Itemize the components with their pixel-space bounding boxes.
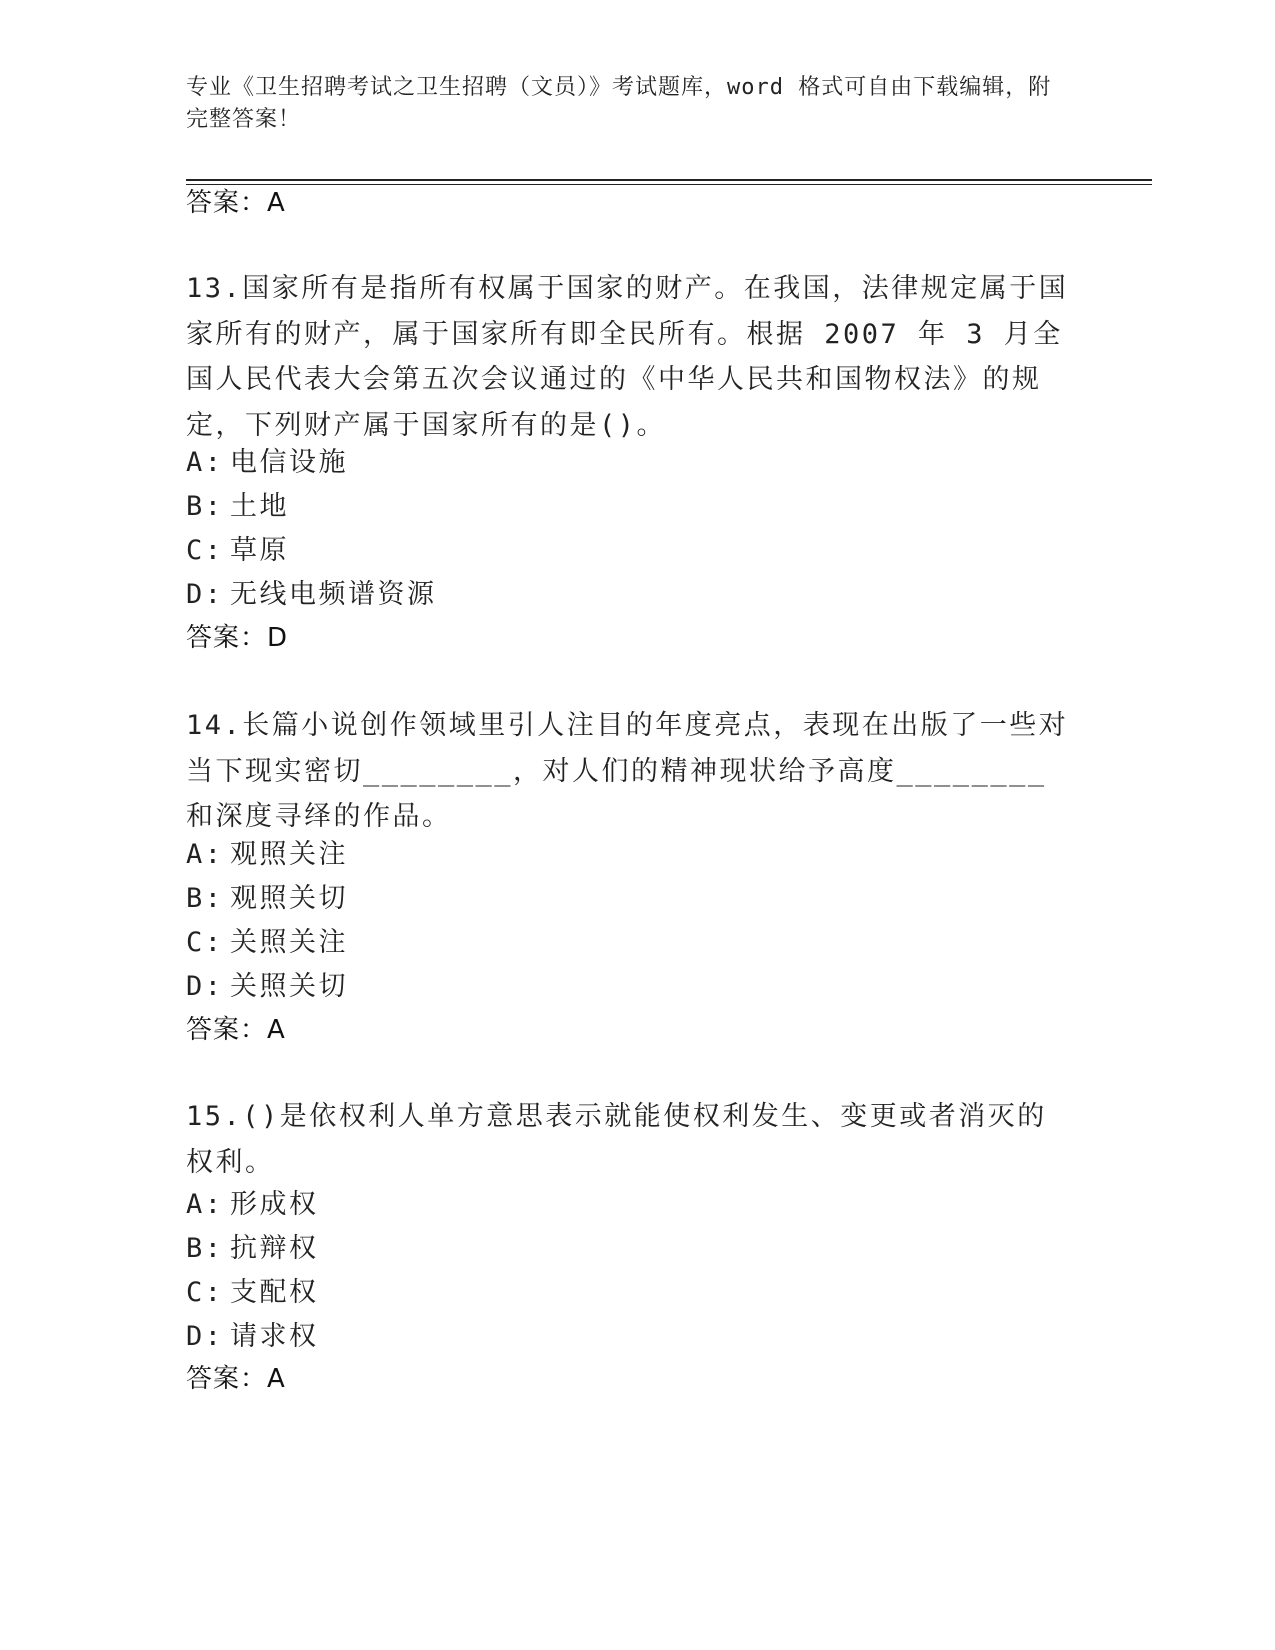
question-14-stem: 14.长篇小说创作领域里引人注目的年度亮点，表现在出版了一些对当下现实密切________，对人们的精神现状给予高度________和深度寻绎的作品。: [186, 710, 1069, 832]
option-text: 观照关注: [230, 839, 348, 870]
option-key: B:: [186, 491, 224, 522]
question-14-option-b: [186, 879, 348, 919]
question-15-stem: 15.()是依权利人单方意思表示就能使权利发生、变更或者消灭的权利。: [186, 1101, 1047, 1178]
option-key: A:: [186, 1189, 224, 1220]
option-key: C:: [186, 1277, 224, 1308]
option-key: C:: [186, 927, 224, 958]
option-key: A:: [186, 839, 224, 870]
option-key: C:: [186, 535, 224, 566]
option-text: 土地: [230, 491, 289, 522]
question-15-answer: 答案：A: [186, 1364, 286, 1394]
question-13-answer: 答案：D: [186, 623, 289, 653]
header-divider: [186, 179, 1152, 181]
option-text: 请求权: [230, 1321, 319, 1352]
option-text: 形成权: [230, 1189, 319, 1220]
question-14-answer: 答案：A: [186, 1015, 286, 1045]
option-text: 关照关切: [230, 971, 348, 1002]
question-13-option-c: [186, 531, 289, 571]
question-14-option-d: [186, 967, 348, 1007]
header-divider-thin: [186, 184, 1152, 185]
option-key: D:: [186, 579, 224, 610]
question-15-option-b: [186, 1229, 319, 1269]
page-header: 专业《卫生招聘考试之卫生招聘（文员）》考试题库，word 格式可自由下载编辑，附完整答案！: [186, 75, 1052, 132]
question-15-option-a: [186, 1185, 319, 1225]
answer-previous: 答案：A: [186, 188, 286, 218]
question-13-option-a: [186, 443, 348, 483]
option-key: B:: [186, 1233, 224, 1264]
option-key: A:: [186, 447, 224, 478]
option-text: 观照关切: [230, 883, 348, 914]
question-13-stem: 13.国家所有是指所有权属于国家的财产。在我国，法律规定属于国家所有的财产，属于国家所有即全民所有。根据 2007 年 3 月全国人民代表大会第五次会议通过的《中华人民共和国物权法》的规定，下列财产属于国家所有的是()。: [186, 273, 1069, 441]
option-text: 抗辩权: [230, 1233, 319, 1264]
option-key: B:: [186, 883, 224, 914]
option-text: 无线电频谱资源: [230, 579, 437, 610]
question-14-option-a: [186, 835, 348, 875]
option-key: D:: [186, 971, 224, 1002]
option-text: 关照关注: [230, 927, 348, 958]
question-15-option-d: [186, 1317, 319, 1357]
option-key: D:: [186, 1321, 224, 1352]
option-text: 电信设施: [230, 447, 348, 478]
question-14-option-c: [186, 923, 348, 963]
question-13-option-d: [186, 575, 437, 615]
option-text: 草原: [230, 535, 289, 566]
option-text: 支配权: [230, 1277, 319, 1308]
question-13-option-b: [186, 487, 289, 527]
question-15-option-c: [186, 1273, 319, 1313]
